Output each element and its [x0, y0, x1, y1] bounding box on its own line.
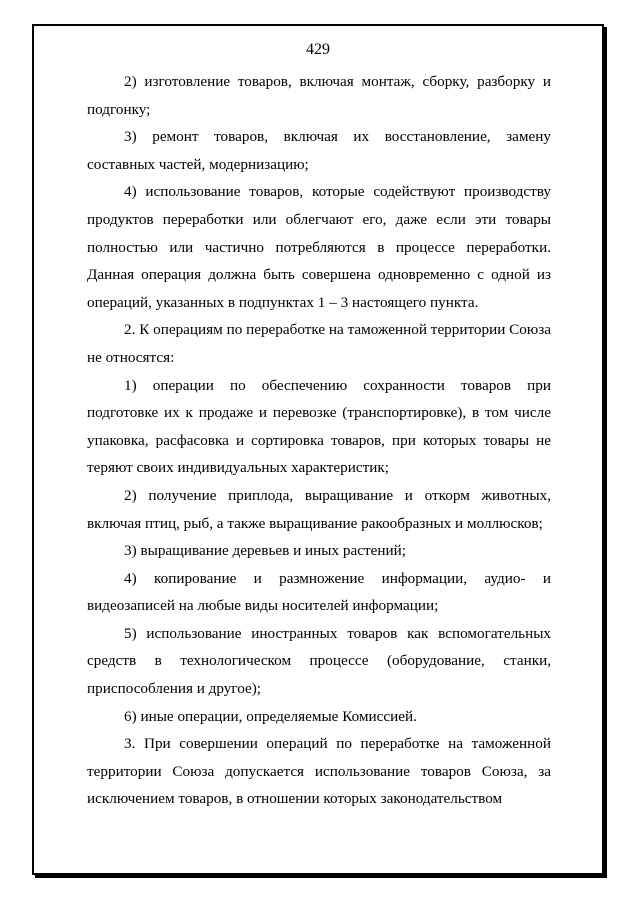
- page-frame: [32, 24, 604, 875]
- paragraph-section-2: 2. К операциям по переработке на таможенной территории Союза не относятся:: [87, 321, 551, 366]
- paragraph-section-2-5: 5) использование иностранных товаров как вспомогательных средств в технологическом процессе (оборудование, станки, приспособления и другое);: [87, 624, 551, 698]
- paragraph-section-2-1: 1) операции по обеспечению сохранности товаров при подготовке их к продаже и перевозке (транспортировке), в том числе упаковка, расфасовка и сортировка товаров, при которых товары не теряют своих индивидуальных характеристик;: [87, 376, 551, 477]
- paragraph-section-2-6: 6) иные операции, определяемые Комиссией.: [124, 707, 417, 725]
- paragraph-section-2-4: 4) копирование и размножение информации, аудио- и видеозаписей на любые виды носителей информации;: [87, 569, 551, 615]
- paragraph-2-2: 2) изготовление товаров, включая монтаж, сборку, разборку и подгонку;: [87, 73, 551, 118]
- paragraph-section-2-3: 3) выращивание деревьев и иных растений;: [124, 542, 406, 560]
- paragraph-section-2-2: 2) получение приплода, выращивание и откорм животных, включая птиц, рыб, а также выращивание ракообразных и моллюсков;: [87, 486, 551, 532]
- paragraph-2-3: 3) ремонт товаров, включая их восстановление, замену составных частей, модернизацию;: [87, 128, 551, 173]
- page-number: 429: [306, 41, 330, 58]
- document-body: [87, 68, 551, 813]
- paragraph-section-3: 3. При совершении операций по переработке на таможенной территории Союза допускается использование товаров Союза, за исключением товаров, в отношении которых законодательством: [87, 735, 551, 808]
- paragraph-2-4: 4) использование товаров, которые содействуют производству продуктов переработки или облегчают его, даже если эти товары полностью или частично потребляются в процессе переработки. Данная операция должна быть совершена одновременно с одной из операций, указанных в подпунктах 1 – 3 настоящего пункта.: [87, 183, 551, 311]
